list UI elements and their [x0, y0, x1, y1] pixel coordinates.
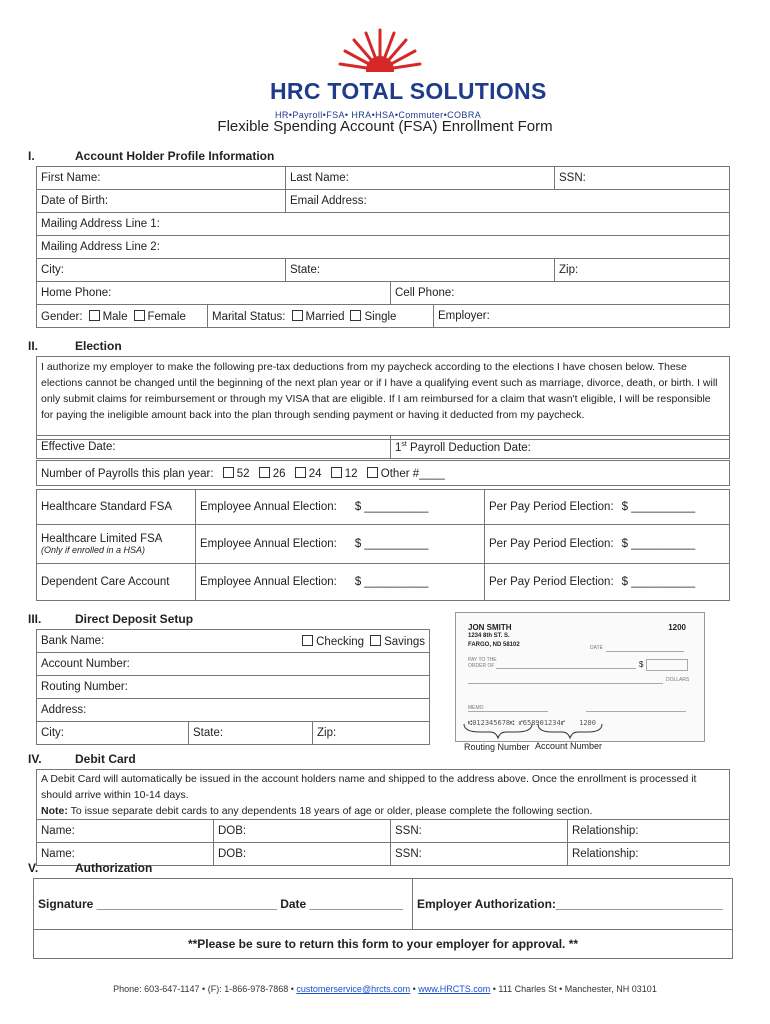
first-payroll-field[interactable]: 1st Payroll Deduction Date:: [391, 436, 730, 459]
memo-label: MEMO: [468, 705, 484, 711]
election-row: [37, 525, 730, 564]
bank-name-field[interactable]: Bank Name: Checking Savings: [37, 630, 430, 653]
debit-card-text: A Debit Card will automatically be issued in the account holders name and shipped to the address above. Once the enrollment is processed it should arrive within 10-14 days. Note: To issue separate debit cards to any dependents 18 years of age or older, please complete the following section.: [36, 769, 730, 820]
brand-name: HRC TOTAL SOLUTIONS: [270, 78, 547, 104]
last-name-field[interactable]: Last Name:: [286, 167, 555, 190]
home-phone-field[interactable]: Home Phone:: [37, 282, 391, 305]
logo: [0, 20, 770, 120]
dependent-dob-field[interactable]: DOB:: [214, 820, 391, 843]
bank-zip-field[interactable]: Zip:: [313, 722, 430, 745]
payee-line: [496, 668, 636, 669]
website-link[interactable]: www.HRCTS.com: [418, 984, 491, 994]
signature-field[interactable]: Signature ___________________________ Date ______________: [34, 879, 413, 930]
plan-name: Healthcare Limited FSA (Only if enrolled in a HSA): [37, 525, 196, 564]
authorization-text: I authorize my employer to make the following pre-tax deductions from my paycheck according to the elections I have chosen below. These elections cannot be changed until the beginning of the next plan year or if I have a qualifying event such as marriage, divorce, death, or birth. I will only submit claims for reimbursement or through my VISA that are eligible. If I am reimbursed for a claim that wasn't eligible, I will be responsible for paying the ineligible amount back into the plan through sending payment or having it deducted from my paycheck.: [36, 356, 730, 440]
deposit-table: [36, 629, 430, 745]
period-election-field[interactable]: Per Pay Period Election: $ __________: [485, 525, 730, 564]
employer-authorization-field[interactable]: Employer Authorization:_________________________: [413, 879, 733, 930]
zip-field[interactable]: Zip:: [555, 259, 730, 282]
memo-line: [468, 711, 548, 712]
election-row: [37, 564, 730, 601]
amount-line: [468, 683, 663, 684]
annual-election-field[interactable]: Employee Annual Election: $ __________: [196, 525, 485, 564]
state-field[interactable]: State:: [286, 259, 555, 282]
dependent-dob-field[interactable]: DOB:: [214, 843, 391, 866]
dependents-table: [36, 819, 730, 866]
bank-state-field[interactable]: State:: [189, 722, 313, 745]
gender-cell: Gender: Male Female: [37, 305, 208, 328]
annual-election-field[interactable]: Employee Annual Election: $ __________: [196, 564, 485, 601]
payrolls-table: [36, 460, 730, 486]
sun-logo-icon: [335, 26, 425, 72]
address-line2-field[interactable]: Mailing Address Line 2:: [37, 236, 730, 259]
dependent-relationship-field[interactable]: Relationship:: [568, 820, 730, 843]
routing-number-field[interactable]: Routing Number:: [37, 676, 430, 699]
dob-field[interactable]: Date of Birth:: [37, 190, 286, 213]
election-table: [36, 489, 730, 601]
section-4-heading: IV. Debit Card: [28, 752, 136, 766]
checking-checkbox[interactable]: [302, 635, 313, 646]
amount-box: [646, 659, 688, 671]
first-name-field[interactable]: First Name:: [37, 167, 286, 190]
routing-label: Routing Number: [464, 742, 530, 752]
email-link[interactable]: customerservice@hrcts.com: [296, 984, 411, 994]
dollar-sign: $: [639, 660, 644, 669]
male-checkbox[interactable]: [89, 310, 100, 321]
payroll-12-checkbox[interactable]: [331, 467, 342, 478]
account-label: Account Number: [535, 741, 603, 751]
bank-city-field[interactable]: City:: [37, 722, 189, 745]
dependent-name-field[interactable]: Name:: [37, 820, 214, 843]
check-owner: JON SMITH 1234 8th ST. S. FARGO, ND 58102: [468, 623, 520, 648]
effective-date-field[interactable]: Effective Date:: [37, 436, 391, 459]
account-number-field[interactable]: Account Number:: [37, 653, 430, 676]
authorization-table: [33, 878, 733, 959]
email-field[interactable]: Email Address:: [286, 190, 730, 213]
check-number: 1200: [668, 623, 686, 632]
savings-checkbox[interactable]: [370, 635, 381, 646]
phone-table: [36, 281, 730, 305]
section-1-heading: I. Account Holder Profile Information: [28, 149, 275, 163]
dependent-ssn-field[interactable]: SSN:: [391, 820, 568, 843]
profile-table: [36, 166, 730, 282]
plan-name: Healthcare Standard FSA: [37, 490, 196, 525]
dependent-row: [37, 820, 730, 843]
city-field[interactable]: City:: [37, 259, 286, 282]
section-2-heading: II. Election: [28, 339, 122, 353]
return-reminder: **Please be sure to return this form to your employer for approval. **: [34, 930, 733, 959]
section-5-heading: V. Authorization: [28, 861, 153, 875]
dependent-ssn-field[interactable]: SSN:: [391, 843, 568, 866]
payroll-count-cell: Number of Payrolls this plan year: 52 26 24 12 Other #____: [37, 461, 730, 486]
brand-tagline: HR•Payroll•FSA• HRA•HSA•Commuter•COBRA: [275, 110, 482, 120]
period-election-field[interactable]: Per Pay Period Election: $ __________: [485, 490, 730, 525]
bank-address-field[interactable]: Address:: [37, 699, 430, 722]
election-row: [37, 490, 730, 525]
single-checkbox[interactable]: [350, 310, 361, 321]
signature-line: [586, 711, 686, 712]
dates-table: [36, 435, 730, 459]
check-bracket-icon: [462, 722, 612, 742]
pay-to-label: PAY TO THE ORDER OF: [468, 657, 497, 669]
payroll-other-checkbox[interactable]: [367, 467, 378, 478]
ssn-field[interactable]: SSN:: [555, 167, 730, 190]
payroll-26-checkbox[interactable]: [259, 467, 270, 478]
payroll-24-checkbox[interactable]: [295, 467, 306, 478]
female-checkbox[interactable]: [134, 310, 145, 321]
dependent-name-field[interactable]: Name:: [37, 843, 214, 866]
period-election-field[interactable]: Per Pay Period Election: $ __________: [485, 564, 730, 601]
plan-name: Dependent Care Account: [37, 564, 196, 601]
married-checkbox[interactable]: [292, 310, 303, 321]
annual-election-field[interactable]: Employee Annual Election: $ __________: [196, 490, 485, 525]
address-line1-field[interactable]: Mailing Address Line 1:: [37, 213, 730, 236]
date-line: [606, 651, 684, 652]
dependent-relationship-field[interactable]: Relationship:: [568, 843, 730, 866]
gender-table: [36, 304, 730, 328]
footer-contact: Phone: 603-647-1147 • (F): 1-866-978-7868 • customerservice@hrcts.com • www.HRCTS.com • 111 Charles St • Manchester, NH 03101: [113, 984, 657, 994]
employer-field[interactable]: Employer:: [434, 305, 730, 328]
dollars-label: DOLLARS: [666, 677, 690, 683]
marital-cell: Marital Status: Married Single: [208, 305, 434, 328]
section-3-heading: III. Direct Deposit Setup: [28, 612, 194, 626]
payroll-52-checkbox[interactable]: [223, 467, 234, 478]
cell-phone-field[interactable]: Cell Phone:: [391, 282, 730, 305]
form-title: Flexible Spending Account (FSA) Enrollment Form: [217, 118, 553, 135]
check-date-label: DATE: [590, 645, 603, 651]
micr-line: ⑆012345678⑆ ⑈658901234⑈ 1200: [468, 719, 596, 727]
